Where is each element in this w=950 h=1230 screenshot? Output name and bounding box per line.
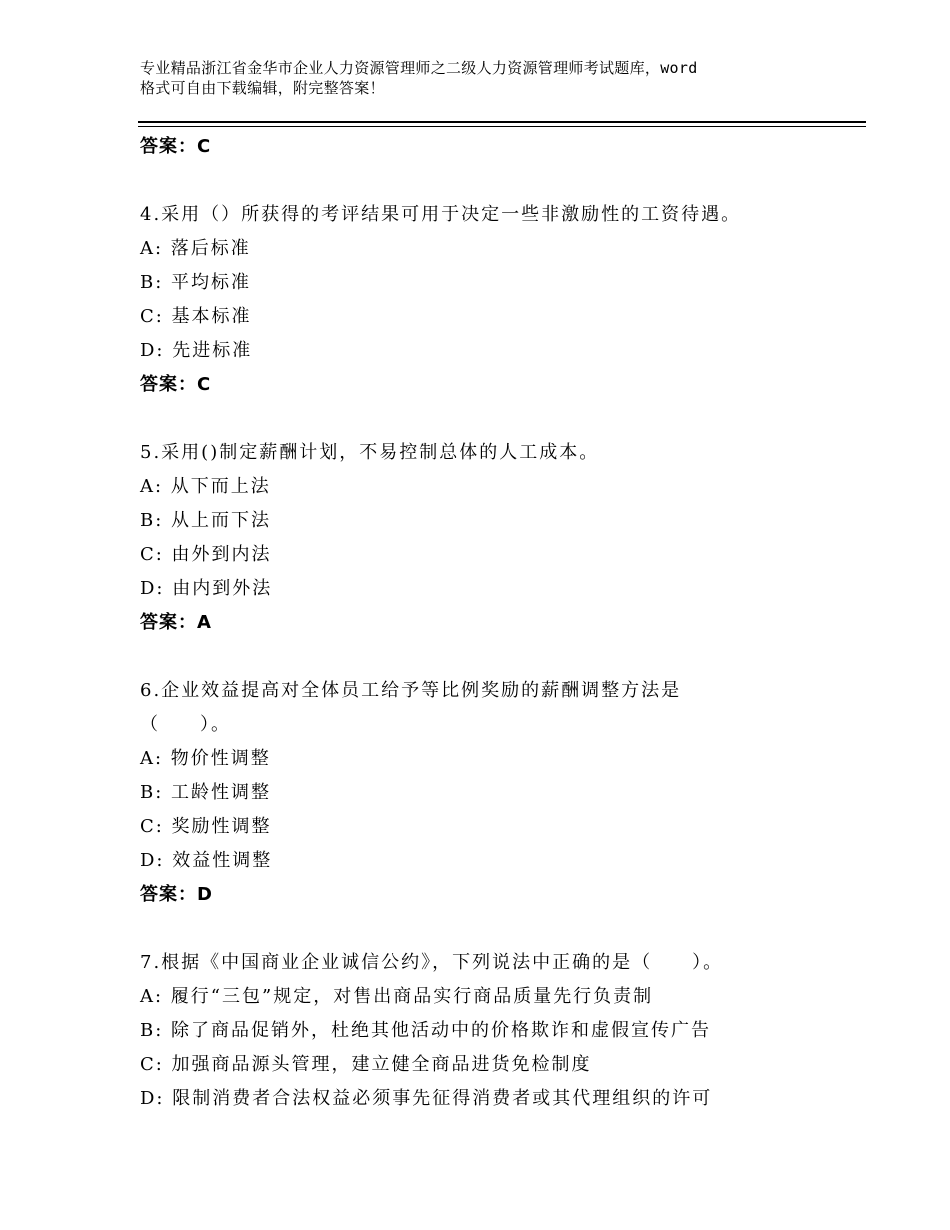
option-a: A: 从下而上法 <box>140 476 271 497</box>
question-stem: 6.企业效益提高对全体员工给予等比例奖励的薪酬调整方法是 <box>140 680 682 701</box>
document-header <box>140 58 830 98</box>
option-c: C: 基本标准 <box>140 306 252 327</box>
option-d: D: 效益性调整 <box>140 850 273 871</box>
option-b: B: 工龄性调整 <box>140 782 272 803</box>
answer: 答案：D <box>140 884 213 905</box>
option-b: B: 从上而下法 <box>140 510 272 531</box>
option-d: D: 先进标准 <box>140 340 253 361</box>
answer: 答案：A <box>140 612 212 633</box>
question-5 <box>140 436 860 640</box>
option-c: C: 奖励性调整 <box>140 816 272 837</box>
question-stem: 7.根据《中国商业企业诚信公约》，下列说法中正确的是（ ）。 <box>140 952 724 973</box>
option-c: C: 加强商品源头管理，建立健全商品进货免检制度 <box>140 1054 592 1075</box>
option-b: B: 除了商品促销外，杜绝其他活动中的价格欺诈和虚假宣传广告 <box>140 1020 712 1041</box>
question-6 <box>140 674 860 912</box>
option-a: A: 履行“三包”规定，对售出商品实行商品质量先行负责制 <box>140 986 654 1007</box>
header-rule-thin <box>138 126 866 127</box>
question-list <box>140 130 860 1116</box>
answer-prev: 答案：C <box>140 136 212 157</box>
option-a: A: 物价性调整 <box>140 748 271 769</box>
option-d: D: 限制消费者合法权益必须事先征得消费者或其代理组织的许可 <box>140 1088 713 1109</box>
option-d: D: 由内到外法 <box>140 578 273 599</box>
header-rule-thick <box>138 121 866 123</box>
question-stem: 5.采用()制定薪酬计划，不易控制总体的人工成本。 <box>140 442 600 463</box>
option-a: A: 落后标准 <box>140 238 251 259</box>
question-stem-continued: （ ）。 <box>140 714 231 735</box>
question-4 <box>140 198 860 402</box>
answer: 答案：C <box>140 374 212 395</box>
option-c: C: 由外到内法 <box>140 544 272 565</box>
question-7 <box>140 946 860 1116</box>
header-line-2: 格式可自由下载编辑，附完整答案！ <box>140 79 385 97</box>
header-line-1: 专业精品浙江省金华市企业人力资源管理师之二级人力资源管理师考试题库，word <box>140 59 698 77</box>
question-stem: 4.采用（）所获得的考评结果可用于决定一些非激励性的工资待遇。 <box>140 204 742 225</box>
option-b: B: 平均标准 <box>140 272 252 293</box>
